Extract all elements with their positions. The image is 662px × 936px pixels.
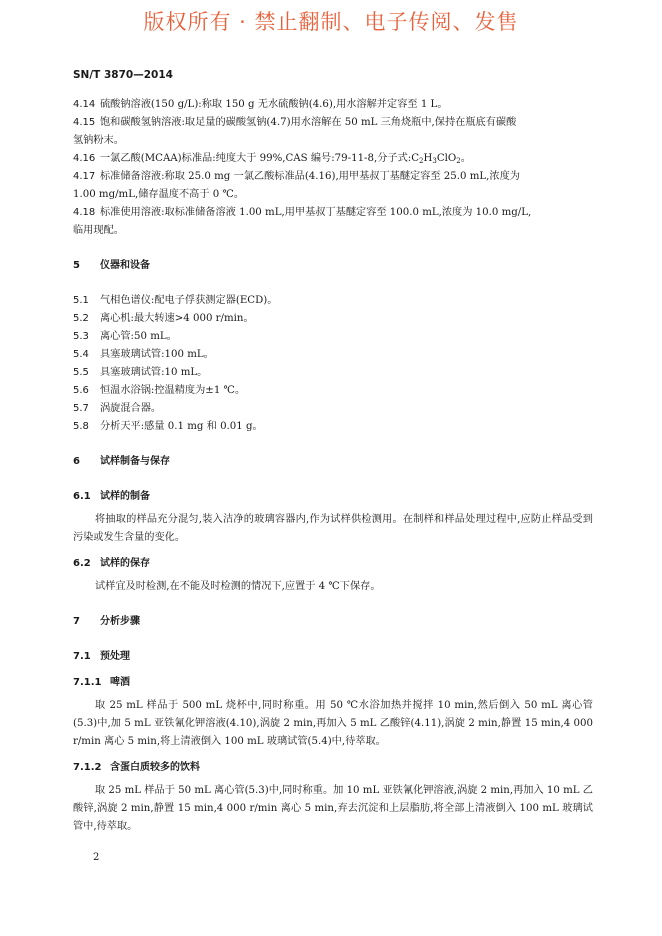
item-continuation: 临用现配。 — [73, 225, 124, 236]
paragraph: 将抽取的样品充分混匀,装入洁净的玻璃容器内,作为试样供检测用。在制样和样品处理过程中,应防止样品受到污染或发生含量的变化。 — [73, 514, 593, 543]
item-4-17 — [73, 168, 593, 186]
subsection-number: 6.1 — [73, 491, 91, 502]
item-5-6 — [73, 382, 593, 400]
item-text: 涡旋混合器。 — [100, 403, 162, 414]
subsection-heading-7-1 — [73, 648, 593, 666]
item-text: 恒温水浴锅:控温精度为±1 ℃。 — [100, 385, 246, 396]
item-5-1 — [73, 292, 593, 310]
section-heading-6 — [73, 453, 593, 471]
item-text: 具塞玻璃试管:100 mL。 — [100, 349, 214, 360]
page-number: 2 — [93, 852, 100, 863]
item-5-4 — [73, 346, 593, 364]
item-number: 4.14 — [73, 99, 96, 110]
item-number: 5.5 — [73, 367, 89, 378]
formula-part: ClO — [436, 153, 457, 164]
item-number: 4.16 — [73, 153, 96, 164]
item-number: 4.18 — [73, 207, 96, 218]
subsection-title: 啤酒 — [110, 677, 130, 688]
item-continuation: 氢钠粉末。 — [73, 135, 124, 146]
subsection-heading-6-1 — [73, 488, 593, 506]
subsection-heading-6-2 — [73, 555, 593, 573]
item-5-8 — [73, 418, 593, 436]
section-heading-7 — [73, 613, 593, 631]
paragraph: 取 25 mL 样品于 500 mL 烧杯中,同时称重。用 50 ℃水浴加热并搅拌 10 min,然后倒入 50 mL 离心管(5.3)中,加 5 mL 亚铁氰化钾溶液(4.10),涡旋 2 min,再加入 5 mL 乙酸锌(4.11),涡旋 2 min,静置 15 min,4 000 r/min 离心 5 min,将上清液倒入 100 mL 玻璃试管(5.4)中,待萃取。 — [73, 700, 593, 747]
item-text: 标准储备溶液:称取 25.0 mg 一氯乙酸标准品(4.16),用甲基叔丁基醚定容至 25.0 mL,浓度为 — [100, 171, 520, 182]
document-body — [73, 96, 593, 836]
item-5-7 — [73, 400, 593, 418]
item-4-18 — [73, 204, 593, 222]
item-number: 5.2 — [73, 313, 89, 324]
formula-subscript: 2 — [456, 157, 461, 165]
item-text: 饱和碳酸氢钠溶液:取足量的碳酸氢钠(4.7)用水溶解在 50 mL 三角烧瓶中,保持在瓶底有碳酸 — [100, 117, 517, 128]
item-number: 4.17 — [73, 171, 96, 182]
item-text: 离心机:最大转速>4 000 r/min。 — [100, 313, 254, 324]
standard-number: SN/T 3870—2014 — [73, 69, 173, 81]
formula-prefix: 一氯乙酸(MCAA)标准品:纯度大于 99%,CAS 编号:79-11-8,分子式:C — [100, 153, 419, 164]
subsection-title: 含蛋白质较多的饮料 — [110, 762, 200, 773]
subsection-title: 试样的制备 — [100, 491, 150, 502]
subsection-title: 预处理 — [100, 651, 130, 662]
item-text — [100, 150, 593, 168]
section-heading-5 — [73, 257, 593, 275]
item-text: 具塞玻璃试管:10 mL。 — [100, 367, 208, 378]
section-title: 仪器和设备 — [100, 260, 150, 271]
item-number: 5.4 — [73, 349, 89, 360]
formula-subscript: 3 — [432, 157, 437, 165]
item-number: 4.15 — [73, 117, 96, 128]
section-title: 分析步骤 — [100, 616, 140, 627]
section-title: 试样制备与保存 — [100, 456, 170, 467]
formula-subscript: 2 — [419, 157, 424, 165]
item-4-14 — [73, 96, 593, 114]
item-text: 硫酸钠溶液(150 g/L):称取 150 g 无水硫酸钠(4.6),用水溶解并定容至 1 L。 — [100, 99, 448, 110]
section-number: 7 — [73, 616, 80, 627]
item-continuation: 1.00 mg/mL,储存温度不高于 0 ℃。 — [73, 189, 245, 200]
subsection-number: 7.1 — [73, 651, 91, 662]
formula-part: H — [423, 153, 433, 164]
subsection-heading-7-1-1 — [73, 674, 593, 692]
section-number: 6 — [73, 456, 80, 467]
item-number: 5.6 — [73, 385, 89, 396]
paragraph: 试样宜及时检测,在不能及时检测的情况下,应置于 4 ℃下保存。 — [95, 581, 381, 592]
item-5-2 — [73, 310, 593, 328]
item-text: 离心管:50 mL。 — [100, 331, 177, 342]
item-text: 标准使用溶液:取标准储备溶液 1.00 mL,用甲基叔丁基醚定容至 100.0 mL,浓度为 10.0 mg/L, — [100, 207, 532, 218]
formula-end: 。 — [460, 153, 471, 164]
item-text: 气相色谱仪:配电子俘获测定器(ECD)。 — [100, 295, 278, 306]
section-number: 5 — [73, 260, 80, 271]
item-4-16 — [73, 150, 593, 168]
paragraph: 取 25 mL 样品于 50 mL 离心管(5.3)中,同时称重。加 10 mL 亚铁氰化钾溶液,涡旋 2 min,再加入 10 mL 乙酸锌,涡旋 2 min,静置 15 min,4 000 r/min 离心 5 min,弃去沉淀和上层脂肪,将全部上清液倒入 100 mL 玻璃试管中,待萃取。 — [73, 785, 593, 832]
subsection-number: 6.2 — [73, 558, 91, 569]
subsection-number: 7.1.1 — [73, 677, 102, 688]
item-5-5 — [73, 364, 593, 382]
item-text: 分析天平:感量 0.1 mg 和 0.01 g。 — [100, 421, 263, 432]
subsection-number: 7.1.2 — [73, 762, 102, 773]
watermark-banner: 版权所有 · 禁止翻制、电子传阅、发售 — [143, 10, 519, 34]
item-number: 5.7 — [73, 403, 89, 414]
item-5-3 — [73, 328, 593, 346]
item-number: 5.1 — [73, 295, 89, 306]
subsection-heading-7-1-2 — [73, 759, 593, 777]
item-number: 5.8 — [73, 421, 89, 432]
item-number: 5.3 — [73, 331, 89, 342]
subsection-title: 试样的保存 — [100, 558, 150, 569]
item-4-15 — [73, 114, 593, 132]
